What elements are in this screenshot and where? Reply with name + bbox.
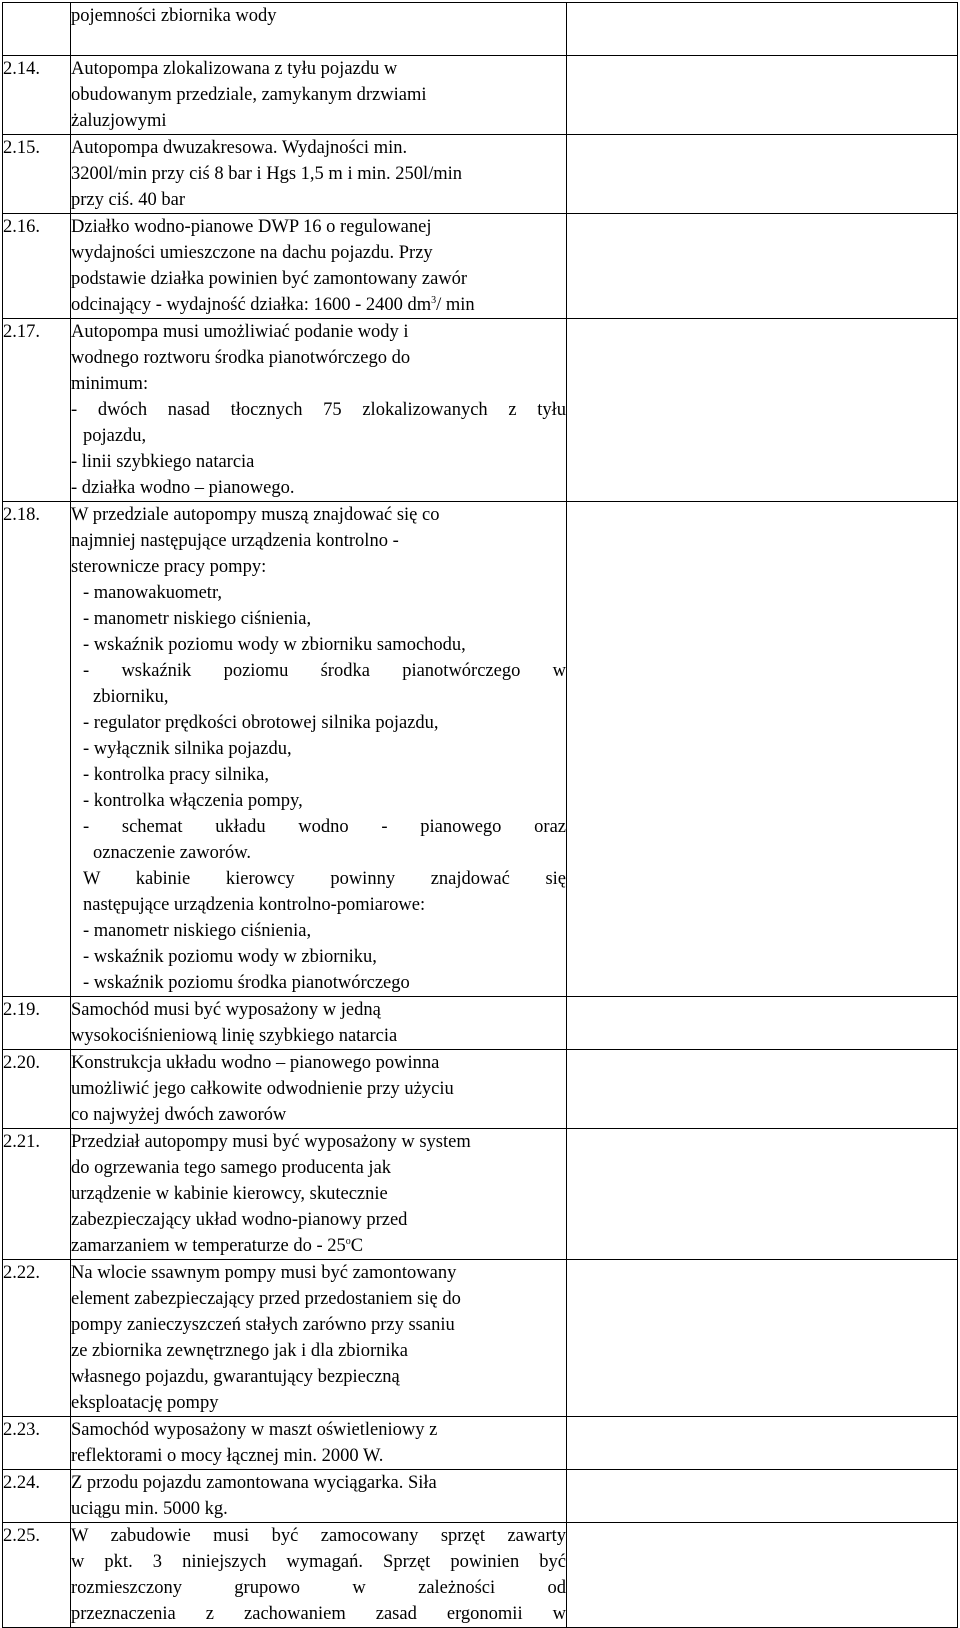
line-text: sterownicze pracy pompy: [71,557,267,577]
description-line [71,1364,566,1390]
line-text: do ogrzewania tego samego producenta jak [71,1158,392,1178]
table-row [3,1050,958,1129]
description-line [71,814,566,840]
description-line [71,1470,566,1496]
description-line [71,918,566,944]
description-line [71,319,566,345]
line-text: - linii szybkiego natarcia [71,452,255,472]
line-text: W zabudowie musi być zamocowany sprzęt zawarty [71,1526,566,1546]
item-description [71,1050,567,1129]
line-text: - dwóch nasad tłocznych 75 zlokalizowanych z tyłu [71,400,566,420]
item-description [71,56,567,135]
line-text: zabezpieczający układ wodno-pianowy przed [71,1210,408,1230]
line-text: odcinający - wydajność działka: 1600 - 2400 dm [71,295,432,315]
line-text: - kontrolka pracy silnika, [83,765,269,785]
item-number: 2.24. [3,1470,71,1523]
description-line [71,292,566,318]
line-text: zamarzaniem w temperaturze do - 25 [71,1236,346,1256]
description-line [71,528,566,554]
line-text: - kontrolka włączenia pompy, [83,791,303,811]
description-line [71,554,566,580]
description-line [71,1129,566,1155]
line-text: Autopompa musi umożliwiać podanie wody i [71,322,409,342]
table-row [3,1260,958,1417]
description-line [71,108,566,134]
description-line [71,82,566,108]
description-line [71,632,566,658]
line-text: ze zbiornika zewnętrznego jak i dla zbiornika [71,1341,408,1361]
description-line [71,423,566,449]
item-number: 2.16. [3,214,71,319]
line-text: pojemności zbiornika wody [71,6,277,26]
table-row [3,1470,958,1523]
description-line [71,866,566,892]
table-row [3,1417,958,1470]
superscript: o [345,1236,351,1247]
description-line [71,1286,566,1312]
description-line [71,56,566,82]
specification-table [2,2,958,1628]
line-text: minimum: [71,374,149,394]
description-line [71,840,566,866]
line-text: Autopompa dwuzakresowa. Wydajności min. [71,138,408,158]
description-line [71,1102,566,1128]
line-text: przeznaczenia z zachowaniem zasad ergonomii w [71,1604,566,1624]
description-line [71,658,566,684]
description-line [71,684,566,710]
line-text: uciągu min. 5000 kg. [71,1499,228,1519]
line-text: Konstrukcja układu wodno – pianowego powinna [71,1053,440,1073]
description-line [71,29,566,55]
line-text: podstawie działka powinien być zamontowany zawór [71,269,468,289]
superscript: 3 [431,295,437,306]
line-text: reflektorami o mocy łącznej min. 2000 W. [71,1446,384,1466]
item-number: 2.23. [3,1417,71,1470]
item-number: 2.18. [3,502,71,997]
specification-table-body [3,3,958,1628]
line-text: następujące urządzenia kontrolno-pomiarowe: [83,895,426,915]
item-number: 2.15. [3,135,71,214]
item-number: 2.17. [3,319,71,502]
empty-response-cell [567,319,958,502]
line-text: wysokociśnieniową linię szybkiego natarcia [71,1026,398,1046]
line-text-suffix: C [350,1236,364,1256]
line-text: własnego pojazdu, gwarantujący bezpieczną [71,1367,400,1387]
table-row [3,135,958,214]
description-line [71,502,566,528]
description-line [71,710,566,736]
line-text: pompy zanieczyszczeń stałych zarówno przy ssaniu [71,1315,455,1335]
description-line [71,1523,566,1549]
table-row [3,214,958,319]
description-line [71,1260,566,1286]
item-number: 2.21. [3,1129,71,1260]
item-description [71,502,567,997]
line-text-suffix: / min [436,295,475,315]
line-text: Samochód wyposażony w maszt oświetleniowy z [71,1420,438,1440]
description-line [71,1390,566,1416]
description-line [71,1549,566,1575]
line-text: W kabinie kierowcy powinny znajdować się [83,869,566,889]
description-line [71,1207,566,1233]
item-number: 2.19. [3,997,71,1050]
empty-response-cell [567,1523,958,1628]
empty-response-cell [567,1129,958,1260]
line-text: Na wlocie ssawnym pompy musi być zamontowany [71,1263,457,1283]
description-line [71,1338,566,1364]
description-line [71,214,566,240]
line-text: - wskaźnik poziomu wody w zbiorniku samochodu, [83,635,466,655]
line-text: - wskaźnik poziomu wody w zbiorniku, [83,947,377,967]
line-text: - regulator prędkości obrotowej silnika pojazdu, [83,713,439,733]
item-description [71,135,567,214]
line-text: 3200l/min przy ciś 8 bar i Hgs 1,5 m i min. 250l/min [71,164,463,184]
description-line [71,762,566,788]
description-line [71,240,566,266]
description-line [71,736,566,762]
description-line [71,397,566,423]
description-line [71,266,566,292]
description-line [71,1575,566,1601]
line-text: wydajności umieszczone na dachu pojazdu. Przy [71,243,433,263]
line-text: pojazdu, [83,426,147,446]
table-row [3,3,958,56]
item-description [71,214,567,319]
empty-response-cell [567,135,958,214]
table-row [3,1523,958,1628]
empty-response-cell [567,997,958,1050]
item-description [71,319,567,502]
description-line [71,187,566,213]
description-line [71,788,566,814]
description-line [71,1155,566,1181]
item-description [71,997,567,1050]
description-line [71,475,566,501]
item-number: 2.20. [3,1050,71,1129]
item-description [71,1470,567,1523]
line-text: - wskaźnik poziomu środka pianotwórczego w [83,661,566,681]
line-text: element zabezpieczający przed przedostaniem się do [71,1289,461,1309]
description-line [71,606,566,632]
line-text: obudowanym przedziale, zamykanym drzwiami [71,85,427,105]
empty-response-cell [567,1417,958,1470]
description-line [71,345,566,371]
line-text: Samochód musi być wyposażony w jedną [71,1000,381,1020]
empty-response-cell [567,214,958,319]
line-text: - manometr niskiego ciśnienia, [83,609,312,629]
description-line [71,135,566,161]
line-text: wodnego roztworu środka pianotwórczego do [71,348,411,368]
line-text: rozmieszczony grupowo w zależności od [71,1578,566,1598]
description-line [71,1443,566,1469]
description-line [71,371,566,397]
description-line [71,1496,566,1522]
line-text: co najwyżej dwóch zaworów [71,1105,287,1125]
line-text: - manowakuometr, [83,583,222,603]
line-text: najmniej następujące urządzenia kontrolno - [71,531,399,551]
table-row [3,997,958,1050]
description-line [71,1076,566,1102]
line-text: - manometr niskiego ciśnienia, [83,921,312,941]
line-text: przy ciś. 40 bar [71,190,186,210]
description-line [71,944,566,970]
description-line [71,580,566,606]
table-row [3,319,958,502]
line-text: W przedziale autopompy muszą znajdować się co [71,505,440,525]
line-text: zbiorniku, [93,687,169,707]
table-row [3,1129,958,1260]
line-text: umożliwić jego całkowite odwodnienie przy użyciu [71,1079,454,1099]
item-number: 2.14. [3,56,71,135]
item-description [71,1260,567,1417]
table-row [3,502,958,997]
line-text: - wskaźnik poziomu środka pianotwórczego [83,973,410,993]
line-text: - wyłącznik silnika pojazdu, [83,739,292,759]
line-text: Autopompa zlokalizowana z tyłu pojazdu w [71,59,398,79]
item-description [71,1417,567,1470]
description-line [71,1312,566,1338]
description-line [71,892,566,918]
line-text: eksploatację pompy [71,1393,219,1413]
description-line [71,3,566,29]
description-line [71,1023,566,1049]
empty-response-cell [567,1470,958,1523]
line-text: - działka wodno – pianowego. [71,478,295,498]
description-line [71,161,566,187]
empty-response-cell [567,1050,958,1129]
description-line [71,449,566,475]
empty-response-cell [567,3,958,56]
line-text: Działko wodno-pianowe DWP 16 o regulowanej [71,217,432,237]
description-line [71,1233,566,1259]
description-line [71,1601,566,1627]
description-line [71,1050,566,1076]
item-description [71,1129,567,1260]
item-number: 2.22. [3,1260,71,1417]
description-line [71,1417,566,1443]
item-description [71,1523,567,1628]
line-text: oznaczenie zaworów. [93,843,252,863]
description-line [71,1181,566,1207]
table-row [3,56,958,135]
description-line [71,970,566,996]
item-number: 2.25. [3,1523,71,1628]
line-text: Przedział autopompy musi być wyposażony w system [71,1132,471,1152]
item-description [71,3,567,56]
line-text: w pkt. 3 niniejszych wymagań. Sprzęt powinien być [71,1552,566,1572]
line-text: Z przodu pojazdu zamontowana wyciągarka. Siła [71,1473,437,1493]
line-text: - schemat układu wodno - pianowego oraz [83,817,566,837]
empty-response-cell [567,1260,958,1417]
empty-response-cell [567,502,958,997]
description-line [71,997,566,1023]
item-number [3,3,71,56]
line-text: żaluzjowymi [71,111,167,131]
line-text: urządzenie w kabinie kierowcy, skutecznie [71,1184,388,1204]
empty-response-cell [567,56,958,135]
